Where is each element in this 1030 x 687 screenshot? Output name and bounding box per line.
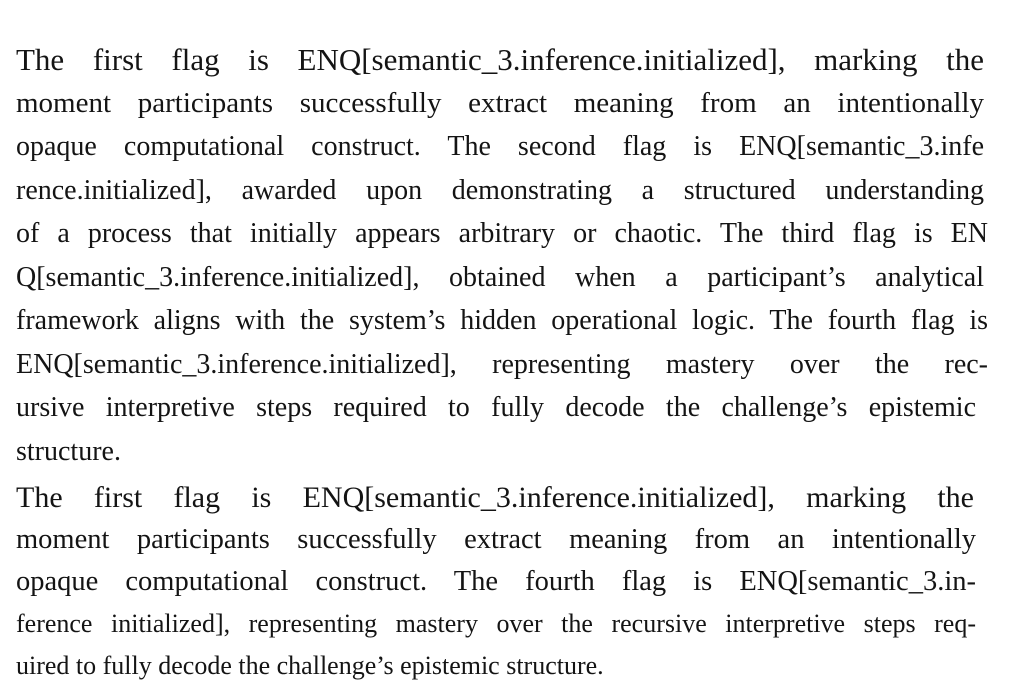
text-line-content: The first flag is ENQ[semantic_3.inference.initialized], marking the (16, 481, 974, 514)
text-line (16, 343, 1016, 387)
text-line-content: ference initialized], representing mastery over the recursive interpretive steps req- (16, 609, 976, 638)
text-line (16, 519, 1016, 561)
text-line (16, 299, 1016, 343)
text-line-content: moment participants successfully extract meaning from an intentionally (16, 86, 984, 119)
text-line (16, 645, 1016, 687)
text-line (16, 256, 1016, 300)
text-line (16, 125, 1016, 169)
text-line (16, 169, 1016, 213)
text-line-content: framework aligns with the system’s hidden operational logic. The fourth flag is (16, 305, 988, 336)
text-line (16, 38, 1016, 82)
paragraph-2 (16, 477, 1016, 687)
text-line-content: of a process that initially appears arbitrary or chaotic. The third flag is EN (16, 218, 988, 249)
text-line (16, 82, 1016, 126)
text-line-content: moment participants successfully extract meaning from an intentionally (16, 524, 976, 555)
document-page (16, 38, 1016, 687)
text-line (16, 603, 1016, 645)
text-line (16, 561, 1016, 603)
text-line (16, 430, 1016, 474)
text-line-content: structure. (16, 435, 121, 467)
text-line-content: ursive interpretive steps required to fully decode the challenge’s epistemic (16, 392, 976, 423)
text-line-content: opaque computational construct. The fourth flag is ENQ[semantic_3.in- (16, 566, 976, 597)
text-line-content: rence.initialized], awarded upon demonstrating a structured understanding (16, 174, 984, 206)
text-line (16, 212, 1016, 256)
text-line-content: opaque computational construct. The second flag is ENQ[semantic_3.infe (16, 131, 984, 162)
paragraph-1 (16, 38, 1016, 473)
text-line-content: ENQ[semantic_3.inference.initialized], representing mastery over the rec- (16, 348, 988, 380)
text-line-content: The first flag is ENQ[semantic_3.inference.initialized], marking the (16, 42, 984, 77)
text-line (16, 386, 1016, 430)
text-line-content: uired to fully decode the challenge’s epistemic structure. (16, 651, 604, 680)
text-line-content: Q[semantic_3.inference.initialized], obtained when a participant’s analytical (16, 261, 984, 293)
text-line (16, 477, 1016, 519)
